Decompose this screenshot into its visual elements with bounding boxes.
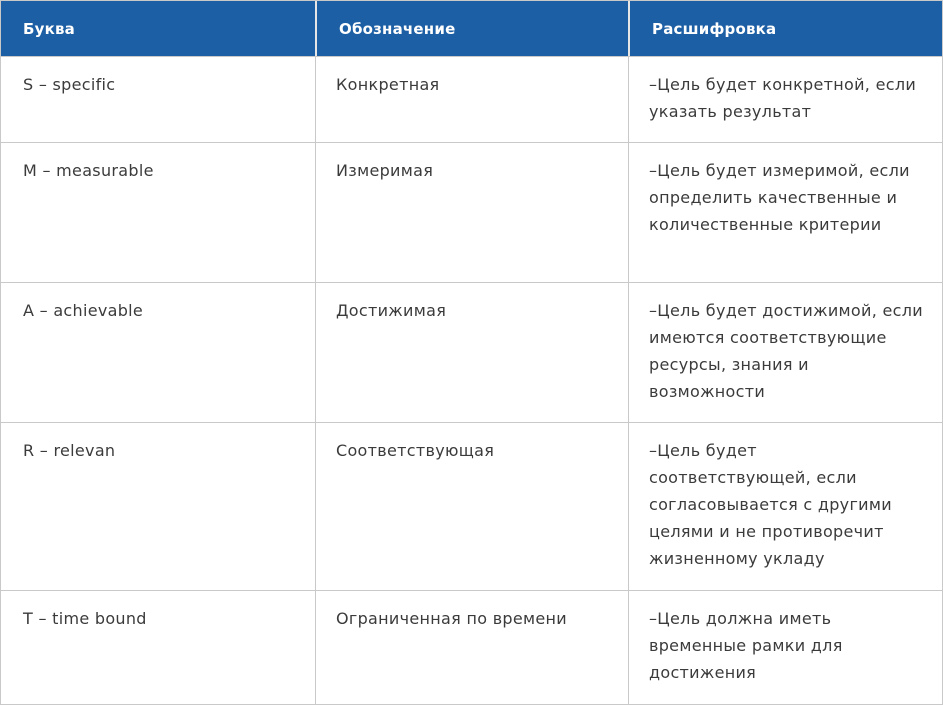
header-meaning: Обозначение (315, 1, 628, 56)
meaning-cell: Ограниченная по времени (315, 591, 628, 704)
decode-cell: –Цель будет конкретной, если указать результат (628, 57, 942, 142)
meaning-cell: Конкретная (315, 57, 628, 142)
table-row (1, 283, 942, 423)
meaning-cell: Измеримая (315, 143, 628, 282)
letter-cell: T – time bound (23, 609, 147, 628)
letter-cell: A – achievable (23, 301, 144, 320)
letter-cell: R – relevan (23, 441, 116, 460)
meaning-cell: Соответствующая (315, 423, 628, 590)
header-letter: Буква (23, 19, 76, 38)
decode-cell: –Цель будет измеримой, если определить качественные и количественные критерии (628, 143, 942, 282)
letter-cell: M – measurable (23, 161, 154, 180)
letter-cell: S – specific (23, 75, 116, 94)
decode-cell: –Цель будет достижимой, если имеются соответствующие ресурсы, знания и возможности (628, 283, 942, 422)
table-row (1, 143, 942, 283)
table-header (1, 0, 942, 57)
decode-cell: –Цель должна иметь временные рамки для достижения (628, 591, 942, 704)
table-row (1, 591, 942, 704)
table-row (1, 57, 942, 143)
header-decode: Расшифровка (628, 1, 942, 56)
meaning-cell: Достижимая (315, 283, 628, 422)
decode-cell: –Цель будет соответствующей, если согласовывается с другими целями и не противоречит жизненному укладу (628, 423, 942, 590)
table-row (1, 423, 942, 591)
